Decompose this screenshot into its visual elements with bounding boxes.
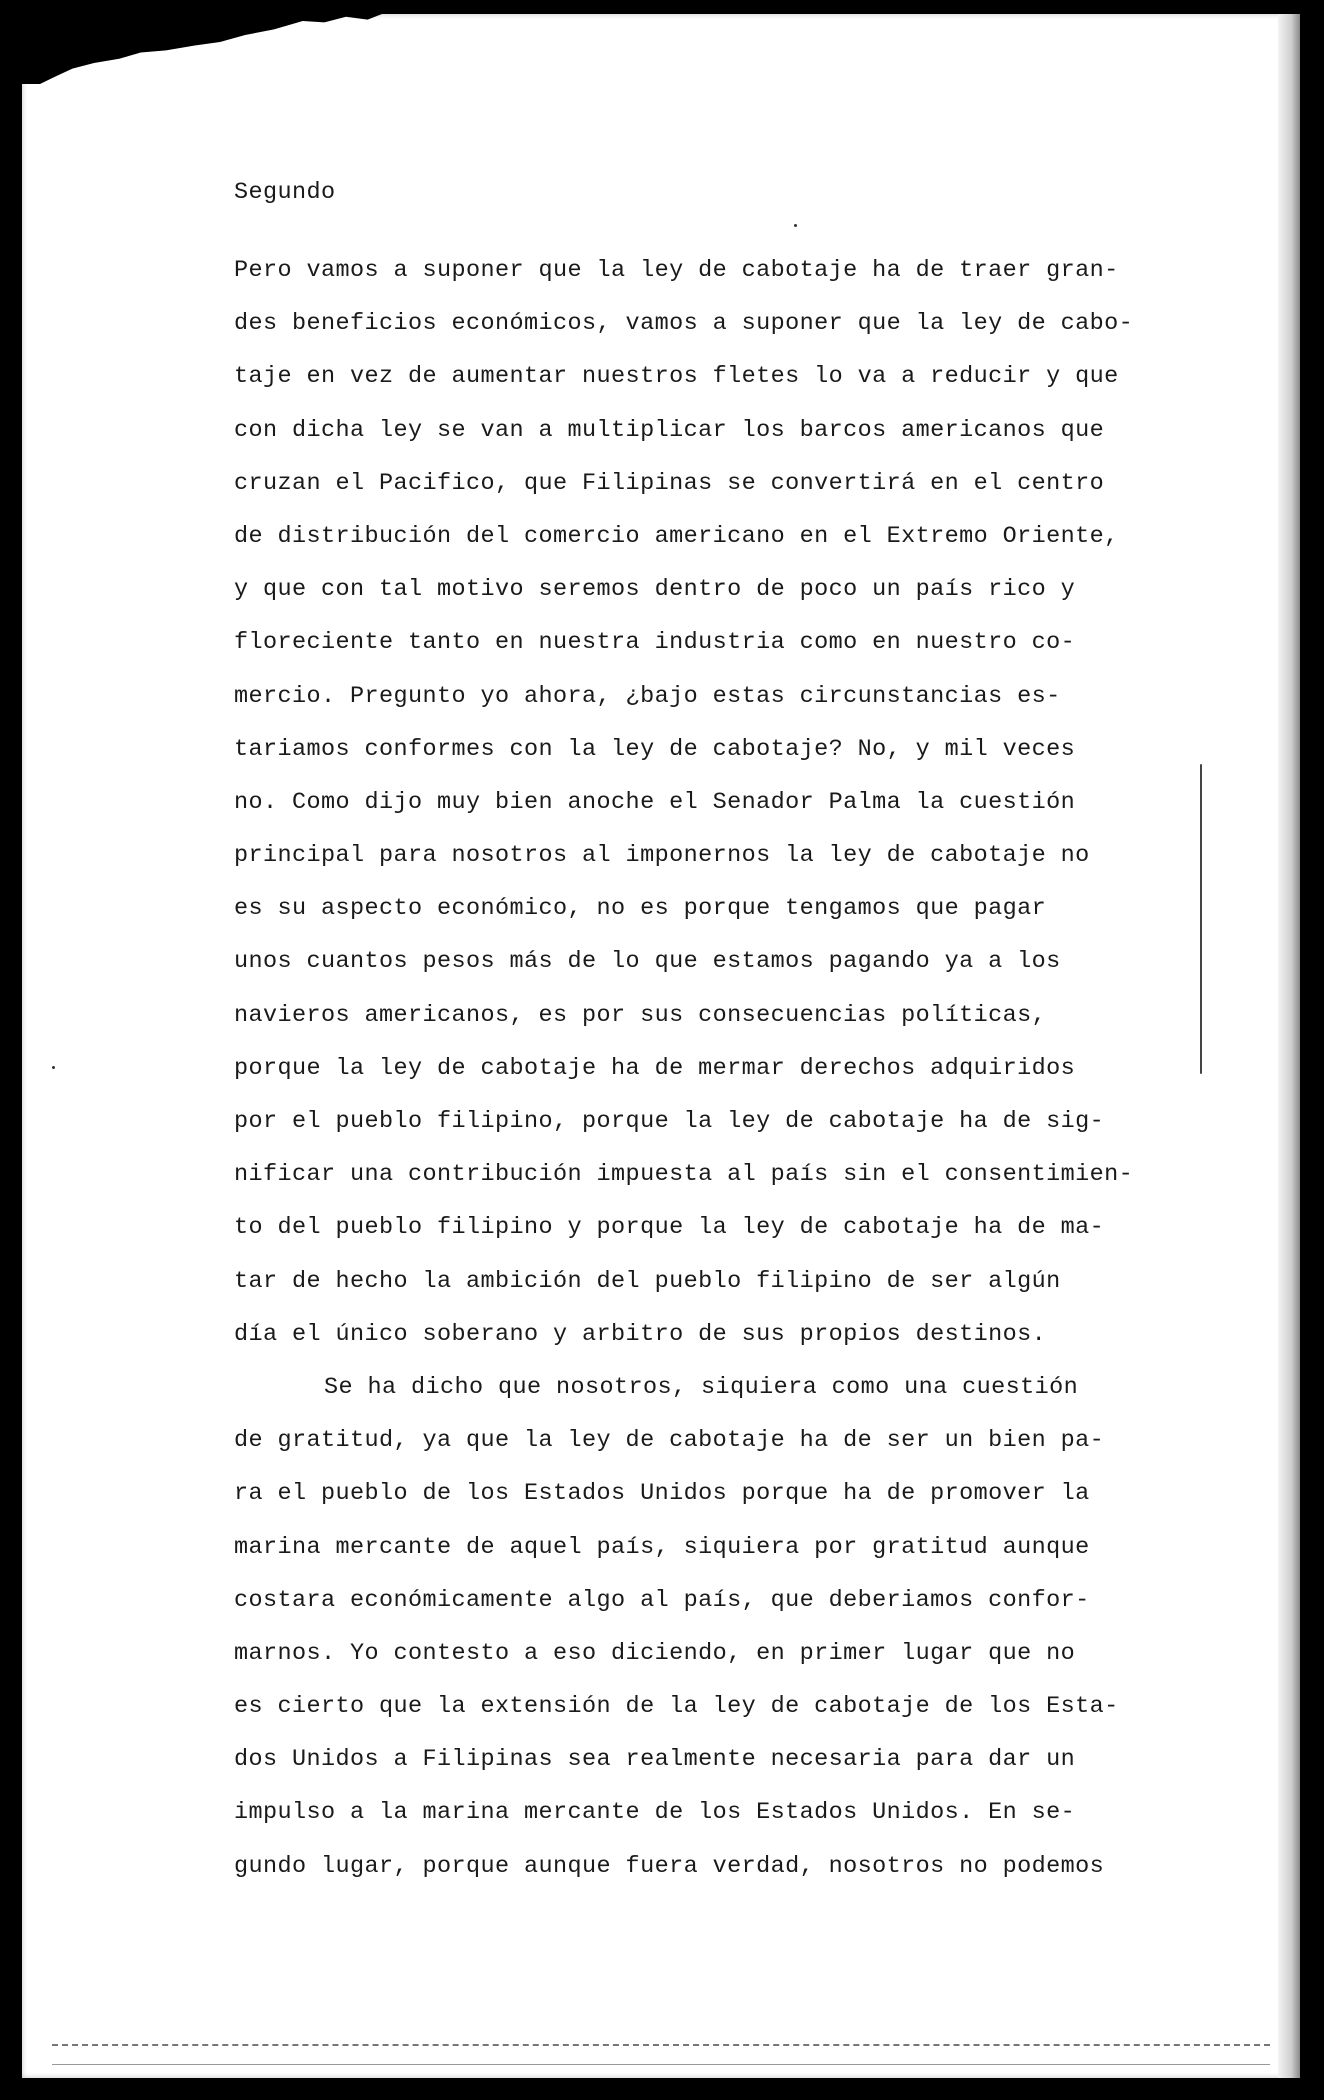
text-line: es su aspecto económico, no es porque tengamos que pagar bbox=[234, 895, 1047, 923]
text-line: de gratitud, ya que la ley de cabotaje ha de ser un bien pa- bbox=[234, 1427, 1105, 1455]
text-line: Pero vamos a suponer que la ley de cabotaje ha de traer gran- bbox=[234, 257, 1119, 284]
text-line: navieros americanos, es por sus consecuencias políticas, bbox=[234, 1001, 1047, 1029]
paragraph-1 bbox=[234, 244, 1219, 1361]
stray-mark bbox=[52, 1066, 55, 1069]
text-line: tariamos conformes con la ley de cabotaje? No, y mil veces bbox=[234, 735, 1076, 763]
page-bottom-edge bbox=[52, 2044, 1270, 2065]
text-line: impulso a la marina mercante de los Estados Unidos. En se- bbox=[234, 1799, 1076, 1827]
text-line: de distribución del comercio americano en el Extremo Oriente, bbox=[234, 522, 1119, 550]
text-line: gundo lugar, porque aunque fuera verdad, nosotros no podemos bbox=[234, 1852, 1105, 1880]
text-line: porque la ley de cabotaje ha de mermar derechos adquiridos bbox=[234, 1054, 1076, 1082]
text-line: y que con tal motivo seremos dentro de poco un país rico y bbox=[234, 576, 1076, 604]
typed-text bbox=[234, 176, 1219, 1893]
text-line: Se ha dicho que nosotros, siquiera como una cuestión bbox=[324, 1373, 1079, 1401]
text-line: nificar una contribución impuesta al país sin el consentimien- bbox=[234, 1161, 1134, 1189]
text-line: no. Como dijo muy bien anoche el Senador Palma la cuestión bbox=[234, 788, 1076, 816]
text-line: marina mercante de aquel país, siquiera por gratitud aunque bbox=[234, 1533, 1090, 1561]
paragraph-2 bbox=[234, 1361, 1219, 1893]
text-line: dos Unidos a Filipinas sea realmente necesaria para dar un bbox=[234, 1746, 1076, 1774]
page-right-edge bbox=[1278, 14, 1300, 2078]
text-line: unos cuantos pesos más de lo que estamos pagando ya a los bbox=[234, 948, 1061, 976]
text-line: es cierto que la extensión de la ley de cabotaje de los Esta- bbox=[234, 1693, 1119, 1721]
text-line: des beneficios económicos, vamos a suponer que la ley de cabo- bbox=[234, 310, 1134, 338]
torn-corner bbox=[22, 14, 382, 84]
text-line: ra el pueblo de los Estados Unidos porque ha de promover la bbox=[234, 1480, 1090, 1508]
text-line: principal para nosotros al imponernos la ley de cabotaje no bbox=[234, 842, 1090, 870]
text-line: día el único soberano y arbitro de sus propios destinos. bbox=[234, 1320, 1047, 1348]
text-line: marnos. Yo contesto a eso diciendo, en primer lugar que no bbox=[234, 1639, 1076, 1667]
text-line: to del pueblo filipino y porque la ley de cabotaje ha de ma- bbox=[234, 1214, 1105, 1242]
text-line: con dicha ley se van a multiplicar los barcos americanos que bbox=[234, 416, 1105, 444]
document-page bbox=[22, 14, 1300, 2078]
text-line: taje en vez de aumentar nuestros fletes lo va a reducir y que bbox=[234, 363, 1119, 391]
text-line: cruzan el Pacifico, que Filipinas se convertirá en el centro bbox=[234, 469, 1105, 497]
text-line: mercio. Pregunto yo ahora, ¿bajo estas circunstancias es- bbox=[234, 682, 1061, 710]
text-line: por el pueblo filipino, porque la ley de cabotaje ha de sig- bbox=[234, 1108, 1105, 1135]
section-heading: Segundo bbox=[234, 179, 336, 206]
text-line: tar de hecho la ambición del pueblo filipino de ser algún bbox=[234, 1267, 1061, 1295]
text-line: costara económicamente algo al país, que deberiamos confor- bbox=[234, 1586, 1090, 1614]
text-line: floreciente tanto en nuestra industria como en nuestro co- bbox=[234, 629, 1076, 657]
